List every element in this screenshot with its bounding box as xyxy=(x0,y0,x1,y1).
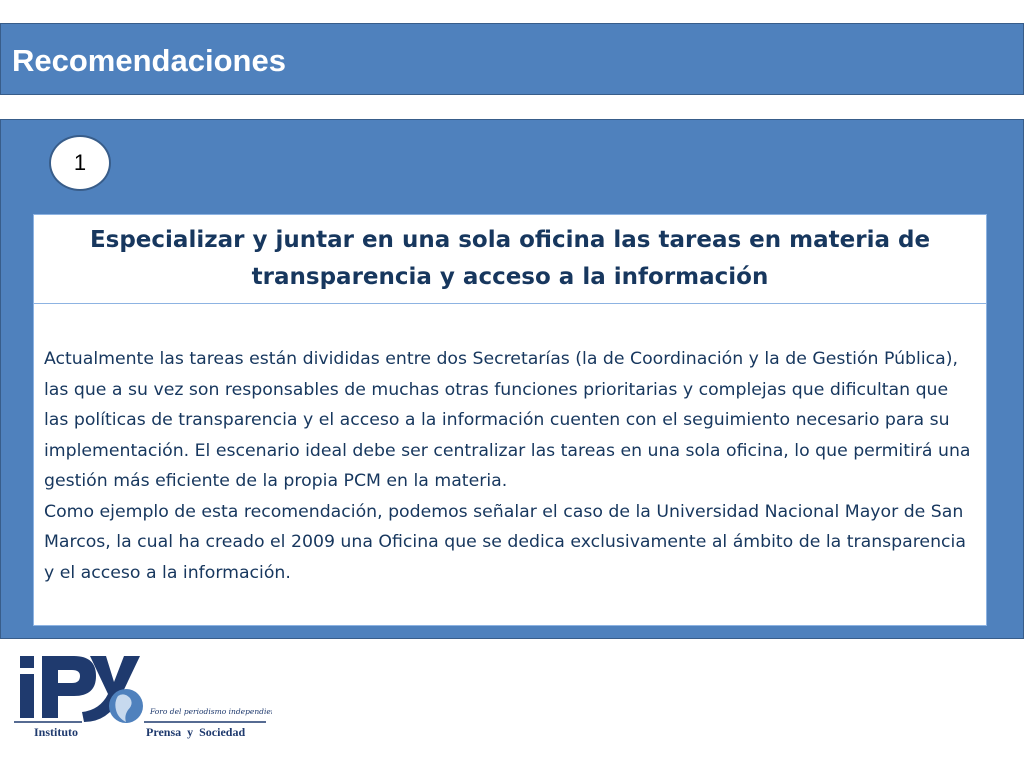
ipys-logo-graphic xyxy=(12,652,272,744)
body-paragraph-2: Como ejemplo de esta recomendación, podemos señalar el caso de la Universidad Nacional Mayor de San Marcos, la cual ha creado el 2009 una Oficina que se dedica exclusivamente al ámbito de la transparencia y el acceso a la información. xyxy=(44,501,966,583)
recommendation-body-cell xyxy=(34,304,986,588)
logo-instituto-text: Instituto xyxy=(34,725,79,739)
recommendation-heading-cell xyxy=(34,215,986,304)
slide-title: Recomendaciones xyxy=(12,43,286,78)
recommendation-table xyxy=(33,214,987,626)
title-bar xyxy=(0,23,1024,95)
ipys-logo xyxy=(12,652,272,744)
step-number-badge: 1 xyxy=(49,135,111,191)
logo-tagline: Foro del periodismo independiente xyxy=(150,707,272,716)
logo-prensa-sociedad-text: Prensa y Sociedad xyxy=(146,725,246,739)
content-panel xyxy=(0,119,1024,639)
body-paragraph-1: Actualmente las tareas están divididas entre dos Secretarías (la de Coordinación y la de Gestión Pública), las que a su vez son responsables de muchas otras funciones prioritarias y complejas que dificultan que las políticas de transparencia y el acceso a la información cuenten con el seguimiento necesario para su implementación. El escenario ideal debe ser centralizar las tareas en una sola oficina, lo que permitirá una gestión más eficiente de la propia PCM en la materia. xyxy=(44,349,971,491)
recommendation-heading: Especializar y juntar en una sola oficina las tareas en materia de transparencia y acceso a la información xyxy=(89,227,931,290)
